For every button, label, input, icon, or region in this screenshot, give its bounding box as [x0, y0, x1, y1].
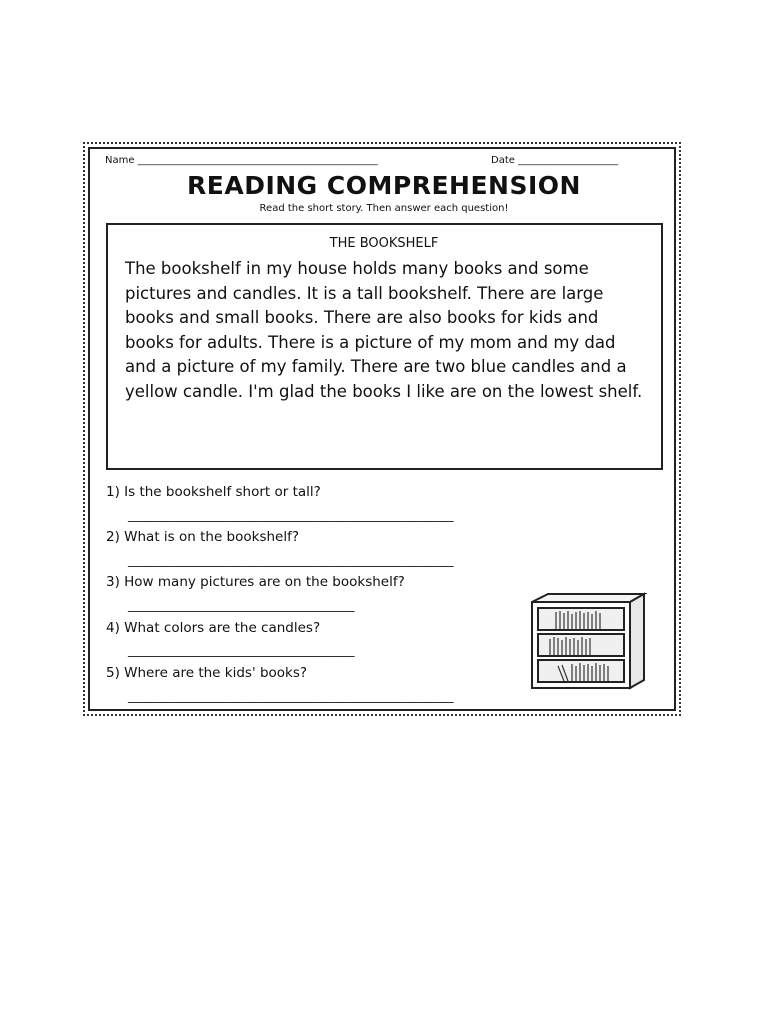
question-3: 3) How many pictures are on the bookshelf?: [106, 574, 405, 590]
date-line: ____________________: [518, 155, 619, 166]
answer-line-3[interactable]: _________________________________________: [128, 598, 354, 613]
instructions: Read the short story. Then answer each question!: [259, 203, 509, 214]
date-label: Date: [491, 155, 515, 166]
question-4: 4) What colors are the candles?: [106, 620, 321, 636]
question-5: 5) Where are the kids' books?: [106, 665, 308, 681]
answer-line-4[interactable]: _________________________________________: [128, 643, 354, 658]
name-line: ________________________________________________: [137, 155, 378, 166]
story-text: The bookshelf in my house holds many books and some pictures and candles. It is a tall bookshelf. There are large books and small books. There are also books for kids and books for adults. There is a picture of my mom and my dad and a picture of my family. There are two blue candles and a yellow candle. I'm glad the books I like are on the lowest shelf.: [125, 259, 643, 401]
answer-line-1[interactable]: ___________________________________________________________: [128, 508, 453, 523]
question-1: 1) Is the bookshelf short or tall?: [106, 484, 321, 500]
name-field[interactable]: [105, 155, 378, 166]
name-label: Name: [105, 155, 135, 166]
question-2: 2) What is on the bookshelf?: [106, 529, 300, 545]
date-field[interactable]: [491, 155, 618, 166]
answer-line-5[interactable]: ___________________________________________________________: [128, 689, 453, 704]
bookshelf-illustration-icon: [528, 592, 648, 692]
page-title: READING COMPREHENSION: [187, 171, 581, 200]
story-title: THE BOOKSHELF: [329, 236, 439, 251]
answer-line-2[interactable]: ___________________________________________________________: [128, 553, 453, 568]
